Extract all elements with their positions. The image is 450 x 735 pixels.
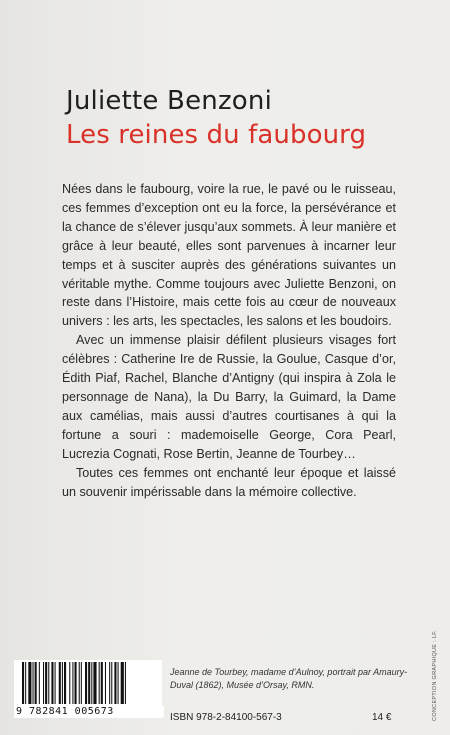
barcode-bar bbox=[85, 662, 87, 704]
barcode-bar bbox=[55, 662, 56, 704]
barcode-bar bbox=[48, 662, 49, 704]
blurb bbox=[62, 180, 396, 501]
barcode-bar bbox=[45, 662, 47, 704]
barcode-bar bbox=[118, 662, 119, 704]
design-credit: CONCEPTION GRAPHIQUE : LF. bbox=[432, 630, 438, 721]
barcode-bar bbox=[62, 662, 63, 704]
barcode-bar bbox=[99, 662, 100, 704]
barcode-bar bbox=[51, 662, 53, 704]
isbn: ISBN 978-2-84100-567-3 bbox=[170, 712, 282, 723]
book-title: Les reines du faubourg bbox=[66, 120, 367, 150]
barcode-digits: 9 782841 005673 bbox=[14, 706, 164, 717]
barcode-bar bbox=[121, 662, 124, 704]
barcode-bar bbox=[43, 662, 44, 704]
barcode-bar bbox=[93, 662, 96, 704]
barcode-bar bbox=[75, 662, 77, 704]
barcode-bar bbox=[91, 662, 92, 704]
barcode-bar bbox=[69, 662, 70, 704]
barcode-bars bbox=[14, 660, 162, 706]
barcode-bar bbox=[25, 662, 26, 704]
blurb-paragraph-2: Avec un immense plaisir défilent plusieurs visages fort célèbres : Catherine Ire de Russie, la Goulue, Casque d’or, Édith Piaf, Rachel, Blanche d’Antigny (qui inspira à Zola le personnage de Nana), la Du Barry, la Guimard, la Dame aux camélias, mais aussi d’autres courtisanes à qui la fortune a souri : mademoiselle George, Cora Pearl, Lucrezia Cognati, Rose Bertin, Jeanne de Tourbey… bbox=[62, 333, 396, 461]
barcode-bar bbox=[105, 662, 106, 704]
price: 14 € bbox=[372, 712, 392, 723]
barcode-bar bbox=[35, 662, 37, 704]
barcode-bar bbox=[39, 662, 40, 704]
image-credit: Jeanne de Tourbey, madame d’Aulnoy, portrait par Amaury-Duval (1862), Musée d’Orsay, RMN. bbox=[170, 667, 408, 690]
author-name: Juliette Benzoni bbox=[66, 86, 273, 116]
barcode-bar bbox=[28, 662, 31, 704]
barcode-bar bbox=[101, 662, 103, 704]
barcode-bar bbox=[33, 662, 34, 704]
barcode-bar bbox=[59, 662, 61, 704]
barcode-bar bbox=[64, 662, 66, 704]
barcode-bar bbox=[88, 662, 90, 704]
blurb-paragraph-3: Toutes ces femmes ont enchanté leur époque et laissé un souvenir impérissable dans la mémoire collective. bbox=[62, 465, 396, 499]
barcode-bar bbox=[81, 662, 82, 704]
barcode-bar bbox=[22, 662, 24, 704]
barcode-bar bbox=[114, 662, 116, 704]
barcode-bar bbox=[111, 662, 112, 704]
blurb-paragraph-1: Nées dans le faubourg, voire la rue, le pavé ou le ruisseau, ces femmes d’exception ont eu la force, la persévérance et la chance de s’élever jusqu’aux sommets. À leur manière et grâce à leur beauté, elles sont parvenues à incarner leur temps et à susciter auprès des générations suivantes un véritable mythe. Comme toujours avec Juliette Benzoni, on reste dans l’Histoire, mais cette fois au cœur de nouveaux univers : les arts, les spectacles, les salons et les boudoirs. bbox=[62, 182, 396, 329]
barcode-bar bbox=[72, 662, 73, 704]
barcode-bar bbox=[125, 662, 126, 704]
barcode-bar bbox=[79, 662, 80, 704]
barcode-bar bbox=[109, 662, 110, 704]
